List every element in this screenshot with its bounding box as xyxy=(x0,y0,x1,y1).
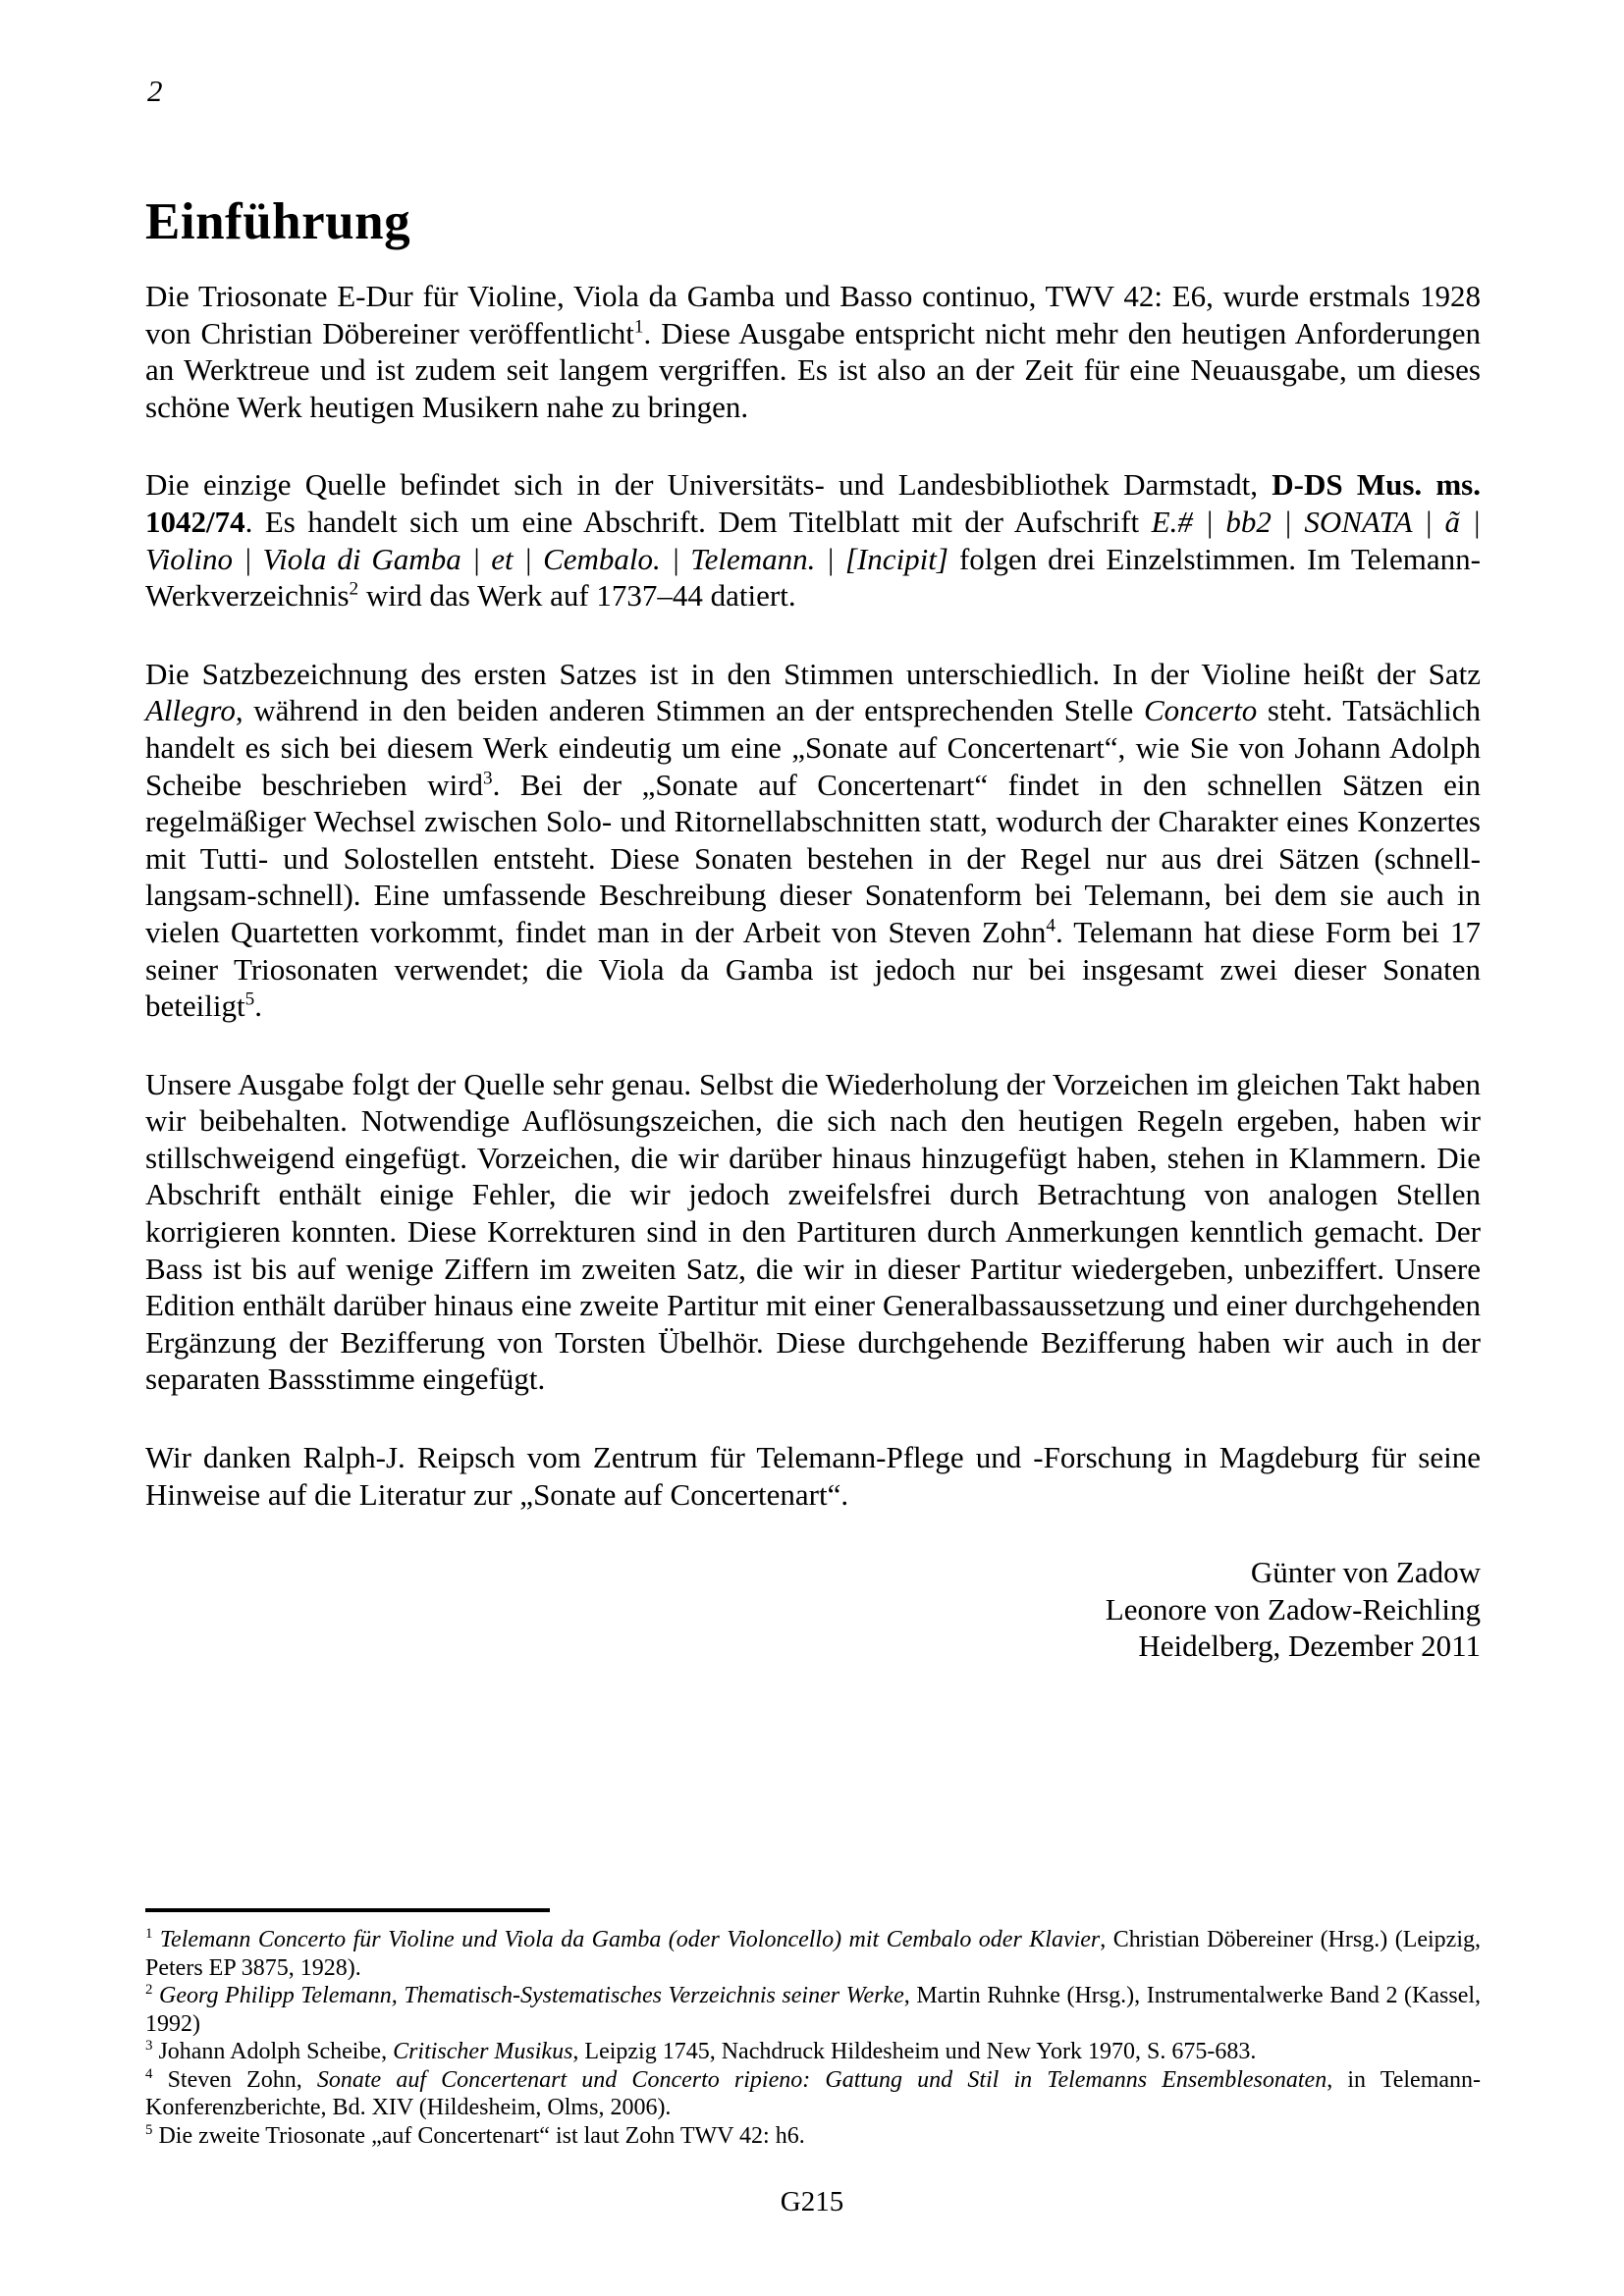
footnotes-section xyxy=(145,1908,1481,2150)
footnote-1: $^1$ Telemann Concerto für Violine und Viola da Gamba (oder Violoncello) mit Cembalo oder Klavier, Christian Döbereiner (Hrsg.) (Leipzig, Peters EP 3875, 1928). xyxy=(145,1926,1481,1981)
footnote-5: $^5$ Die zweite Triosonate „auf Concertenart“ ist laut Zohn TWV 42: h6. xyxy=(145,2121,805,2149)
footnote-3: $^3$ Johann Adolph Scheibe, Critischer Musikus, Leipzig 1745, Nachdruck Hildesheim und New York 1970, S. 675-683. xyxy=(145,2038,1257,2064)
paragraph-edition: Unsere Ausgabe folgt der Quelle sehr genau. Selbst die Wiederholung der Vorzeichen im gleichen Takt haben wir beibehalten. Notwendige Auflösungszeichen, die sich nach den heutigen Regeln ergeben, haben wir stillschweigend eingefügt. Vorzeichen, die wir darüber hinaus hinzugefügt haben, stehen in Klammern. Die Abschrift enthält einige Fehler, die wir jedoch zweifelsfrei durch Betrachtung von analogen Stellen korrigieren konnten. Diese Korrekturen sind in den Partituren durch Anmerkungen kenntlich gemacht. Der Bass ist bis auf wenige Ziffern im zweiten Satz, die wir in dieser Partitur wiedergeben, unbeziffert. Unsere Edition enthält darüber hinaus eine zweite Partitur mit einer Generalbassaussetzung und einer durchgehenden Ergänzung der Bezifferung von Torsten Übelhör. Diese durchgehende Bezifferung haben wir auch in der separaten Bassstimme eingefügt. xyxy=(145,1066,1481,1397)
plate-number: G215 xyxy=(780,2186,844,2217)
paragraph-source: Die einzige Quelle befindet sich in der Universitäts- und Landesbibliothek Darmstadt, D-DS Mus. ms. 1042/74. Es handelt sich um eine Abschrift. Dem Titelblatt mit der Aufschrift E.# | bb2 | SONATA | ã | Violino | Viola di Gamba | et | Cembalo. | Telemann. | [Incipit] folgen drei Einzelstimmen. Im Telemann-Werkverzeichnis$^2$ wird das Werk auf 1737–44 datiert. xyxy=(145,467,1481,614)
signature-line-author-2: Leonore von Zadow-Reichling xyxy=(1105,1591,1481,1627)
paragraph-movements: Die Satzbezeichnung des ersten Satzes ist in den Stimmen unterschiedlich. In der Violine heißt der Satz Allegro, während in den beiden anderen Stimmen an der entsprechenden Stelle Concerto steht. Tatsächlich handelt es sich bei diesem Werk eindeutig um eine „Sonate auf Concertenart“, wie Sie von Johann Adolph Scheibe beschrieben wird$^3$. Bei der „Sonate auf Concertenart“ findet in den schnellen Sätzen ein regelmäßiger Wechsel zwischen Solo- und Ritornellabschnitten statt, wodurch der Charakter eines Konzertes mit Tutti- und Solostellen entsteht. Diese Sonaten bestehen in der Regel nur aus drei Sätzen (schnell-langsam-schnell). Eine umfassende Beschreibung dieser Sonatenform bei Telemann, bei dem sie auch in vielen Quartetten vorkommt, findet man in der Arbeit von Steven Zohn$^4$. Telemann hat diese Form bei 17 seiner Triosonaten verwendet; die Viola da Gamba ist jedoch nur bei insgesamt zwei dieser Sonaten beteiligt$^5$. xyxy=(145,656,1482,1024)
paragraph-thanks: Wir danken Ralph-J. Reipsch vom Zentrum für Telemann-Pflege und -Forschung in Magdeburg für seine Hinweise auf die Literatur zur „Sonate auf Concertenart“. xyxy=(145,1440,1481,1512)
footnote-separator-rule xyxy=(145,1908,550,1912)
footnote-4: $^4$ Steven Zohn, Sonate auf Concertenart und Concerto ripieno: Gattung und Stil in Telemanns Ensemblesonaten, in Telemann-Konferenzberichte, Bd. XIV (Hildesheim, Olms, 2006). xyxy=(145,2065,1482,2120)
signature-block xyxy=(145,1554,1481,1665)
body-text xyxy=(145,278,1481,1665)
signature-line-place-date: Heidelberg, Dezember 2011 xyxy=(1138,1629,1481,1664)
signature-line-author-1: Günter von Zadow xyxy=(1250,1555,1481,1590)
page-title: Einführung xyxy=(145,193,411,250)
page-number: 2 xyxy=(147,74,163,108)
paragraph-intro: Die Triosonate E-Dur für Violine, Viola da Gamba und Basso continuo, TWV 42: E6, wurde erstmals 1928 von Christian Döbereiner veröffentlicht$^1$. Diese Ausgabe entspricht nicht mehr den heutigen Anforderungen an Werktreue und ist zudem seit langem vergriffen. Es ist also an der Zeit für eine Neuausgabe, um dieses schöne Werk heutigen Musikern nahe zu bringen. xyxy=(145,279,1481,424)
footnote-2: $^2$ Georg Philipp Telemann, Thematisch-Systematisches Verzeichnis seiner Werke, Martin Ruhnke (Hrsg.), Instrumentalwerke Band 2 (Kassel, 1992) xyxy=(145,1982,1482,2037)
